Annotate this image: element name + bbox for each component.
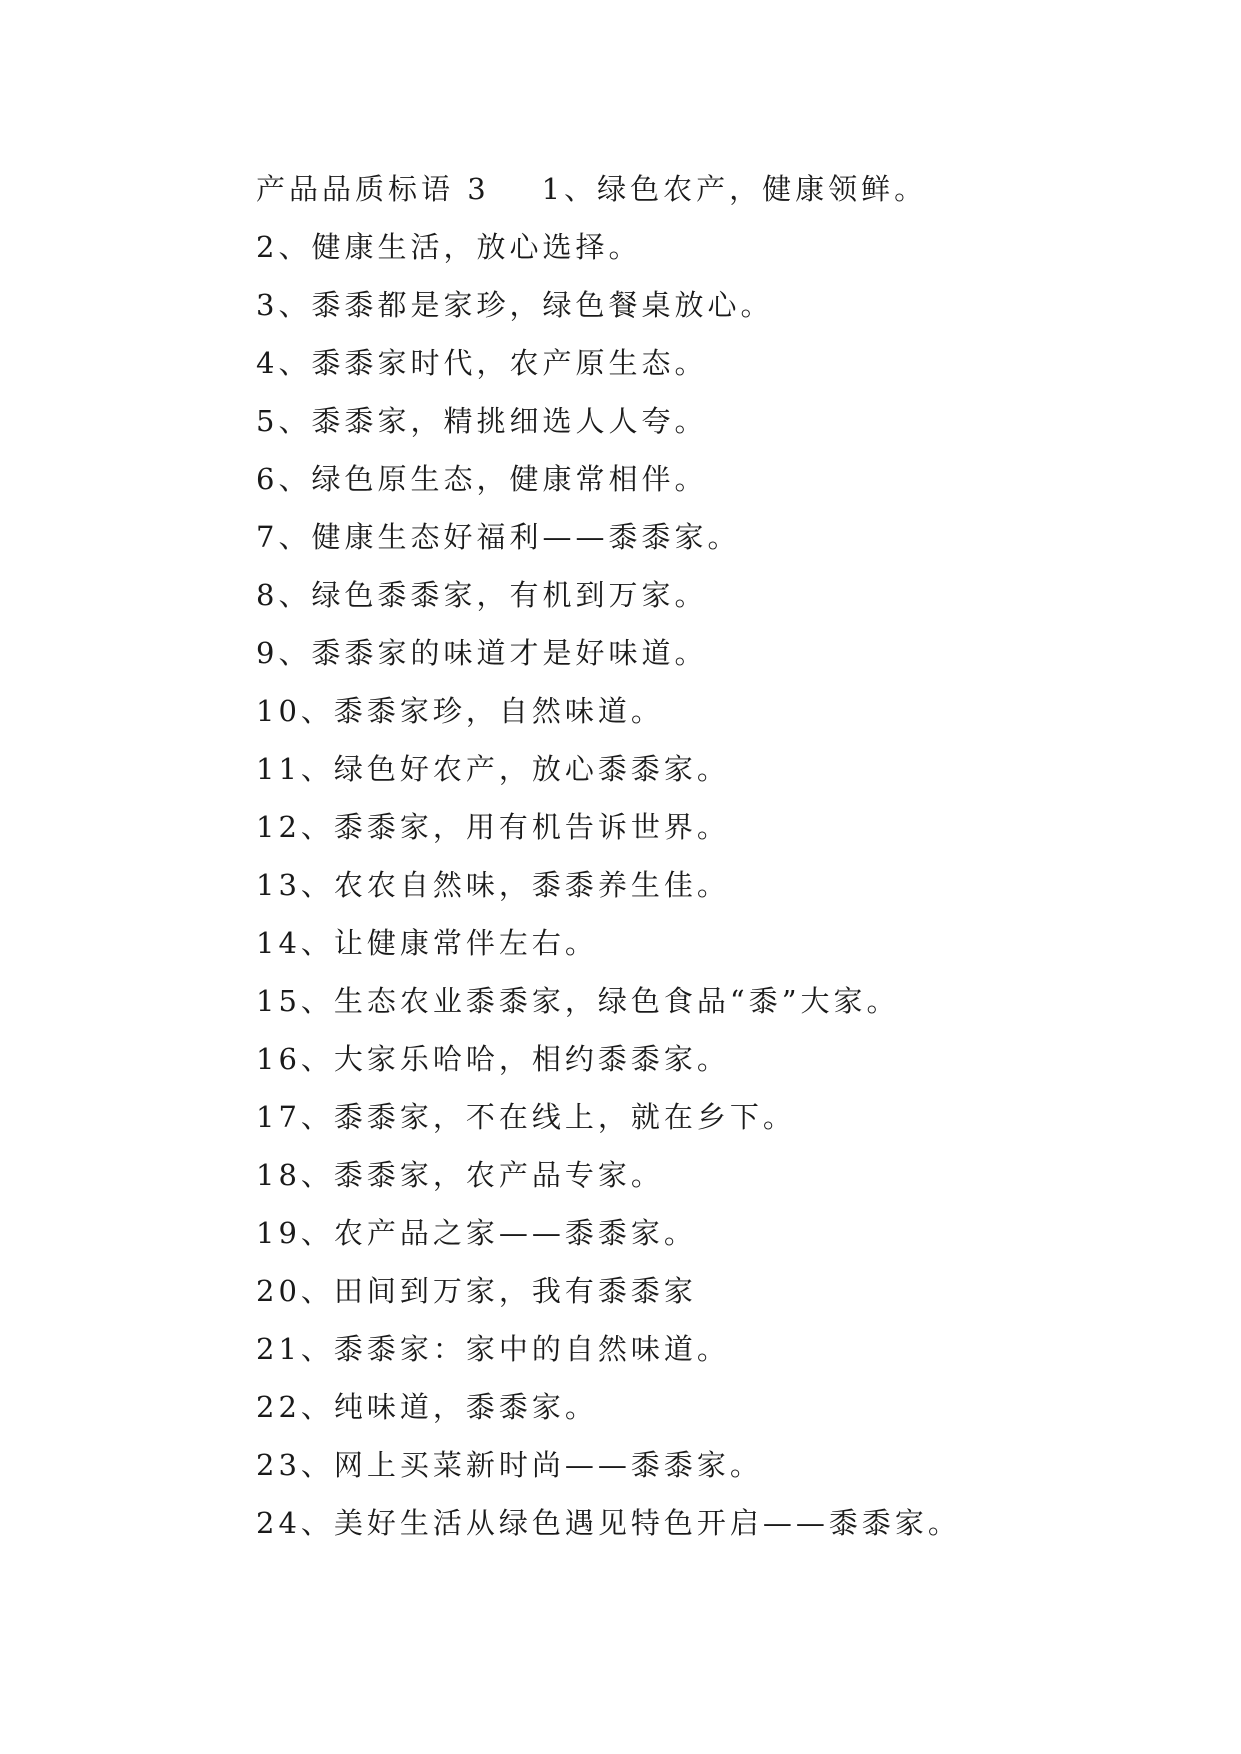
slogan-item: 15、生态农业黍黍家，绿色食品“黍”大家。 <box>256 984 900 1018</box>
slogan-item: 6、绿色原生态，健康常相伴。 <box>256 462 708 496</box>
slogan-item: 10、黍黍家珍，自然味道。 <box>256 694 664 728</box>
slogan-item: 14、让健康常伴左右。 <box>256 926 598 960</box>
document-heading: 产品品质标语 3 <box>256 172 490 206</box>
slogan-item: 8、绿色黍黍家，有机到万家。 <box>256 578 708 612</box>
slogan-item: 7、健康生态好福利——黍黍家。 <box>256 520 741 554</box>
document-body <box>256 160 1156 1552</box>
slogan-item: 4、黍黍家时代，农产原生态。 <box>256 346 708 380</box>
slogan-item: 11、绿色好农产，放心黍黍家。 <box>256 752 730 786</box>
slogan-item: 18、黍黍家，农产品专家。 <box>256 1158 664 1192</box>
slogan-item: 20、田间到万家，我有黍黍家 <box>256 1274 697 1308</box>
slogan-item: 2、健康生活，放心选择。 <box>256 230 642 264</box>
slogan-item: 19、农产品之家——黍黍家。 <box>256 1216 697 1250</box>
slogan-item: 3、黍黍都是家珍，绿色餐桌放心。 <box>256 288 774 322</box>
slogan-item: 1、绿色农产，健康领鲜。 <box>541 172 928 206</box>
slogan-item: 9、黍黍家的味道才是好味道。 <box>256 636 708 670</box>
slogan-item: 16、大家乐哈哈，相约黍黍家。 <box>256 1042 730 1076</box>
slogan-item: 22、纯味道，黍黍家。 <box>256 1390 598 1424</box>
slogan-item: 13、农农自然味，黍黍养生佳。 <box>256 868 730 902</box>
slogan-item: 17、黍黍家，不在线上，就在乡下。 <box>256 1100 796 1134</box>
slogan-item: 12、黍黍家，用有机告诉世界。 <box>256 810 730 844</box>
slogan-item: 23、网上买菜新时尚——黍黍家。 <box>256 1448 763 1482</box>
first-line <box>256 160 1156 218</box>
slogan-item: 5、黍黍家，精挑细选人人夸。 <box>256 404 708 438</box>
slogan-item: 21、黍黍家：家中的自然味道。 <box>256 1332 730 1366</box>
slogan-item: 24、美好生活从绿色遇见特色开启——黍黍家。 <box>256 1506 961 1540</box>
